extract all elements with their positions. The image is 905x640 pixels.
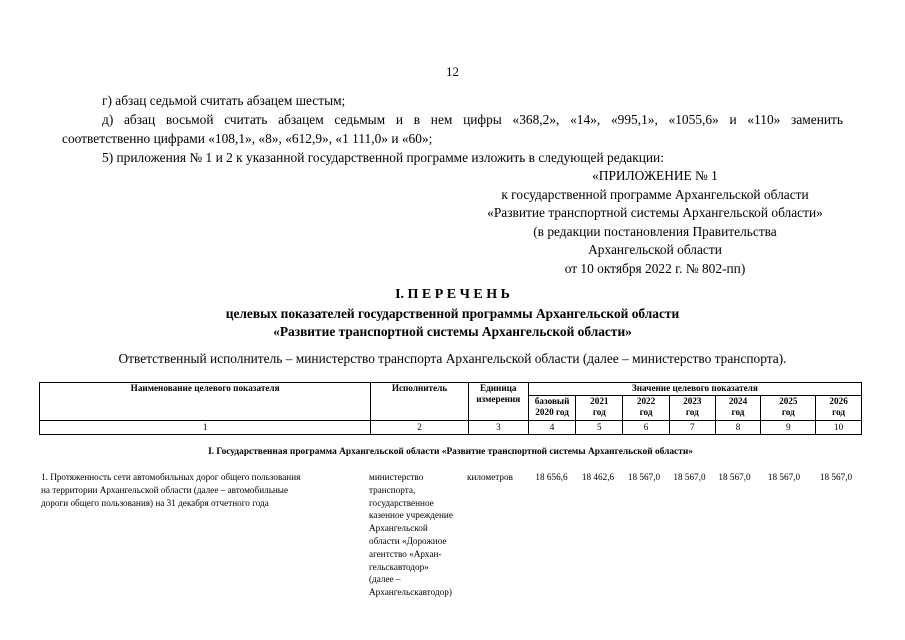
header-year — [576, 396, 623, 421]
row1-value: 18 567,0 — [767, 472, 801, 482]
row1-executor — [369, 471, 465, 599]
header-year-line-1: 2023 — [683, 396, 702, 406]
column-number: 3 — [468, 421, 528, 435]
indicators-table-header — [39, 382, 862, 435]
header-year — [623, 396, 670, 421]
appendix-line-6: от 10 октября 2022 г. № 802-пп) — [564, 260, 746, 276]
header-executor: Исполнитель — [371, 383, 469, 421]
row1-name-line: дороги общего пользования) на 31 декабря отчетного года — [41, 497, 269, 508]
header-unit-line-2: измерения — [476, 394, 521, 404]
header-year-line-2: год — [639, 407, 653, 417]
header-year — [669, 396, 715, 421]
column-number: 2 — [371, 421, 469, 435]
row1-executor-line: транспорта, — [369, 484, 416, 495]
row1-value: 18 567,0 — [627, 472, 661, 482]
row1-executor-line: казенное учреждение — [369, 510, 453, 521]
header-indicator-value: Значение целевого показателя — [528, 383, 861, 396]
appendix-line-5: Архангельской области — [588, 242, 722, 258]
header-year-line-1: 2024 — [728, 396, 748, 406]
header-year-line-1: 2026 — [829, 396, 848, 406]
header-year — [528, 396, 576, 421]
row1-executor-line: министерство — [369, 472, 424, 482]
row1-value: 18 656,6 — [535, 472, 568, 482]
row1-value: 18 567,0 — [673, 472, 706, 482]
row1-value: 18 462,6 — [581, 472, 615, 482]
row1-executor-line: области «Дорожное — [369, 535, 447, 546]
row1-value: 18 567,0 — [718, 472, 751, 482]
column-number: 1 — [40, 421, 371, 435]
paragraph-d-line1: д) абзац восьмой считать абзацем седьмым и в нем цифры «368,2», «14», «995,1», «1055,6» и «110» заменить — [102, 112, 843, 127]
header-year-line-2: 2020 год — [535, 407, 569, 417]
row1-executor-line: гельскавтодор» — [369, 561, 429, 572]
header-indicator-name: Наименование целевого показателя — [40, 383, 371, 421]
row1-executor-line: государственное — [369, 497, 434, 508]
appendix-line-2: к государственной программе Архангельской области — [501, 186, 809, 202]
column-number: 10 — [816, 421, 862, 435]
header-year — [816, 396, 862, 421]
row1-executor-line: Архангельскавтодор) — [369, 587, 452, 598]
appendix-line-4: (в редакции постановления Правительства — [533, 223, 777, 239]
column-number: 9 — [761, 421, 816, 435]
header-year-line-1: базовый — [534, 396, 570, 406]
paragraph-g: г) абзац седьмой считать абзацем шестым; — [102, 93, 346, 108]
paragraph-d-line2: соответственно цифрами «108,1», «8», «612,9», «1 111,0» и «60»; — [62, 131, 433, 146]
page-number: 12 — [446, 64, 459, 79]
appendix-block — [455, 167, 855, 279]
header-year-line-1: 2022 — [636, 396, 656, 406]
column-number: 4 — [528, 421, 576, 435]
list-title: I. П Е Р Е Ч Е Н Ь — [395, 287, 510, 302]
header-year-line-2: год — [685, 407, 699, 417]
responsible-executor: Ответственный исполнитель – министерство транспорта Архангельской области (далее – министерство транспорта). — [118, 351, 787, 366]
column-number: 7 — [669, 421, 715, 435]
column-number: 8 — [715, 421, 761, 435]
header-unit — [468, 383, 528, 421]
row1-value: 18 567,0 — [819, 472, 853, 482]
header-year-line-2: год — [592, 407, 606, 417]
header-year-line-1: 2025 — [779, 396, 798, 406]
list-subtitle-line-2: «Развитие транспортной системы Архангельской области» — [273, 324, 632, 339]
row1-unit: километров — [467, 472, 513, 482]
header-year-line-2: год — [832, 407, 846, 417]
row1-name-line: на территории Архангельской области (далее – автомобильные — [41, 484, 289, 495]
header-year-line-2: год — [731, 407, 745, 417]
header-year-line-2: год — [781, 407, 795, 417]
header-year — [715, 396, 761, 421]
section-title: I. Государственная программа Архангельской области «Развитие транспортной системы Архангельской области» — [208, 447, 693, 457]
row1-name-line: 1. Протяженность сети автомобильных дорог общего пользования — [41, 472, 301, 482]
header-year-line-1: 2021 — [590, 396, 609, 406]
row1-executor-line: агентство «Архан- — [369, 548, 442, 559]
column-number: 6 — [623, 421, 670, 435]
row1-executor-line: Архангельской — [369, 523, 428, 534]
row1-executor-line: (далее – — [369, 574, 401, 585]
column-number: 5 — [576, 421, 623, 435]
paragraph-5: 5) приложения № 1 и 2 к указанной государственной программе изложить в следующей редакции: — [102, 150, 664, 165]
header-year — [761, 396, 816, 421]
appendix-line-1: «ПРИЛОЖЕНИЕ № 1 — [592, 168, 718, 183]
row1-indicator-name — [41, 471, 363, 509]
header-unit-line-1: Единица — [479, 383, 517, 393]
list-subtitle-line-1: целевых показателей государственной программы Архангельской области — [225, 306, 680, 321]
appendix-line-3: «Развитие транспортной системы Архангельской области» — [487, 205, 823, 221]
